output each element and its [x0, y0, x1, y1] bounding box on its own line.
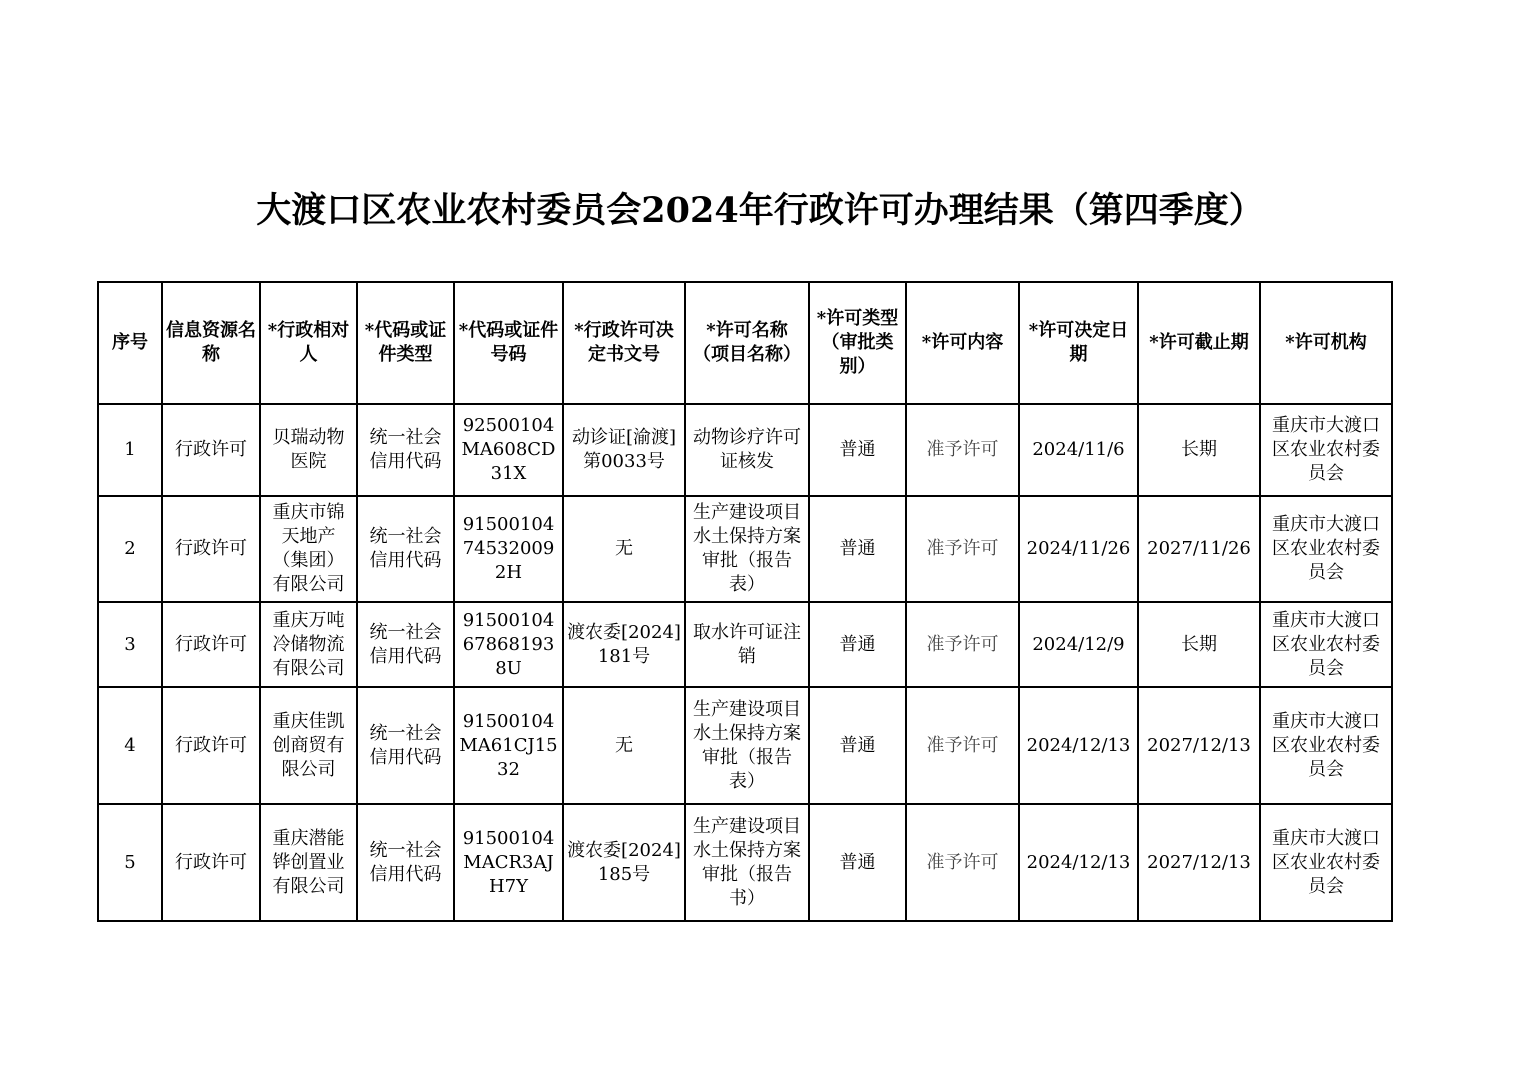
header-id-number: *代码或证件号码 [454, 282, 563, 404]
cell-party: 重庆潜能铧创置业有限公司 [260, 804, 357, 921]
cell-id-type: 统一社会信用代码 [357, 687, 454, 804]
cell-permit-type: 普通 [809, 687, 906, 804]
table-row [98, 602, 1392, 687]
table-row [98, 804, 1392, 921]
cell-party: 贝瑞动物医院 [260, 404, 357, 496]
cell-resource: 行政许可 [162, 602, 260, 687]
cell-content: 准予许可 [906, 804, 1019, 921]
cell-no: 3 [98, 602, 162, 687]
table-row [98, 496, 1392, 602]
cell-permit-type: 普通 [809, 602, 906, 687]
header-party: *行政相对人 [260, 282, 357, 404]
header-decision-no: *行政许可决定书文号 [563, 282, 685, 404]
cell-no: 5 [98, 804, 162, 921]
cell-expiry: 2027/11/26 [1138, 496, 1260, 602]
cell-expiry: 2027/12/13 [1138, 687, 1260, 804]
cell-permit-name: 生产建设项目水土保持方案审批（报告表） [685, 687, 809, 804]
cell-permit-type: 普通 [809, 804, 906, 921]
cell-authority: 重庆市大渡口区农业农村委员会 [1260, 404, 1392, 496]
cell-expiry: 长期 [1138, 602, 1260, 687]
cell-id-number: 91500104678681938U [454, 602, 563, 687]
cell-id-type: 统一社会信用代码 [357, 496, 454, 602]
cell-authority: 重庆市大渡口区农业农村委员会 [1260, 602, 1392, 687]
cell-resource: 行政许可 [162, 804, 260, 921]
header-expiry: *许可截止期 [1138, 282, 1260, 404]
cell-decision-no: 无 [563, 687, 685, 804]
cell-decision-date: 2024/11/6 [1019, 404, 1138, 496]
header-content: *许可内容 [906, 282, 1019, 404]
cell-id-number: 92500104MA608CD31X [454, 404, 563, 496]
cell-id-type: 统一社会信用代码 [357, 804, 454, 921]
document-title: 大渡口区农业农村委员会2024年行政许可办理结果（第四季度） [256, 190, 1264, 231]
cell-decision-no: 渡农委[2024]181号 [563, 602, 685, 687]
cell-id-type: 统一社会信用代码 [357, 404, 454, 496]
cell-permit-name: 生产建设项目水土保持方案审批（报告表） [685, 496, 809, 602]
header-authority: *许可机构 [1260, 282, 1392, 404]
cell-permit-name: 动物诊疗许可证核发 [685, 404, 809, 496]
header-permit-type: *许可类型（审批类别） [809, 282, 906, 404]
cell-party: 重庆万吨冷储物流有限公司 [260, 602, 357, 687]
header-permit-name: *许可名称（项目名称） [685, 282, 809, 404]
cell-id-number: 91500104745320092H [454, 496, 563, 602]
cell-party: 重庆市锦天地产（集团）有限公司 [260, 496, 357, 602]
header-no: 序号 [98, 282, 162, 404]
cell-permit-name: 取水许可证注销 [685, 602, 809, 687]
cell-content: 准予许可 [906, 404, 1019, 496]
cell-decision-date: 2024/12/13 [1019, 687, 1138, 804]
cell-party: 重庆佳凯创商贸有限公司 [260, 687, 357, 804]
cell-resource: 行政许可 [162, 496, 260, 602]
cell-decision-date: 2024/11/26 [1019, 496, 1138, 602]
cell-authority: 重庆市大渡口区农业农村委员会 [1260, 496, 1392, 602]
header-resource: 信息资源名称 [162, 282, 260, 404]
cell-authority: 重庆市大渡口区农业农村委员会 [1260, 804, 1392, 921]
cell-authority: 重庆市大渡口区农业农村委员会 [1260, 687, 1392, 804]
cell-no: 4 [98, 687, 162, 804]
cell-id-type: 统一社会信用代码 [357, 602, 454, 687]
cell-no: 1 [98, 404, 162, 496]
header-id-type: *代码或证件类型 [357, 282, 454, 404]
cell-no: 2 [98, 496, 162, 602]
cell-decision-no: 动诊证[渝渡]第0033号 [563, 404, 685, 496]
header-decision-date: *许可决定日期 [1019, 282, 1138, 404]
table-row [98, 404, 1392, 496]
cell-content: 准予许可 [906, 687, 1019, 804]
cell-decision-no: 渡农委[2024]185号 [563, 804, 685, 921]
permit-results-table [97, 281, 1393, 922]
cell-content: 准予许可 [906, 602, 1019, 687]
cell-decision-no: 无 [563, 496, 685, 602]
cell-expiry: 2027/12/13 [1138, 804, 1260, 921]
table-row [98, 687, 1392, 804]
cell-id-number: 91500104MACR3AJH7Y [454, 804, 563, 921]
cell-decision-date: 2024/12/13 [1019, 804, 1138, 921]
cell-resource: 行政许可 [162, 404, 260, 496]
table-header-row [98, 282, 1392, 404]
cell-expiry: 长期 [1138, 404, 1260, 496]
cell-resource: 行政许可 [162, 687, 260, 804]
cell-content: 准予许可 [906, 496, 1019, 602]
cell-permit-name: 生产建设项目水土保持方案审批（报告书） [685, 804, 809, 921]
cell-permit-type: 普通 [809, 404, 906, 496]
cell-permit-type: 普通 [809, 496, 906, 602]
cell-decision-date: 2024/12/9 [1019, 602, 1138, 687]
cell-id-number: 91500104MA61CJ1532 [454, 687, 563, 804]
